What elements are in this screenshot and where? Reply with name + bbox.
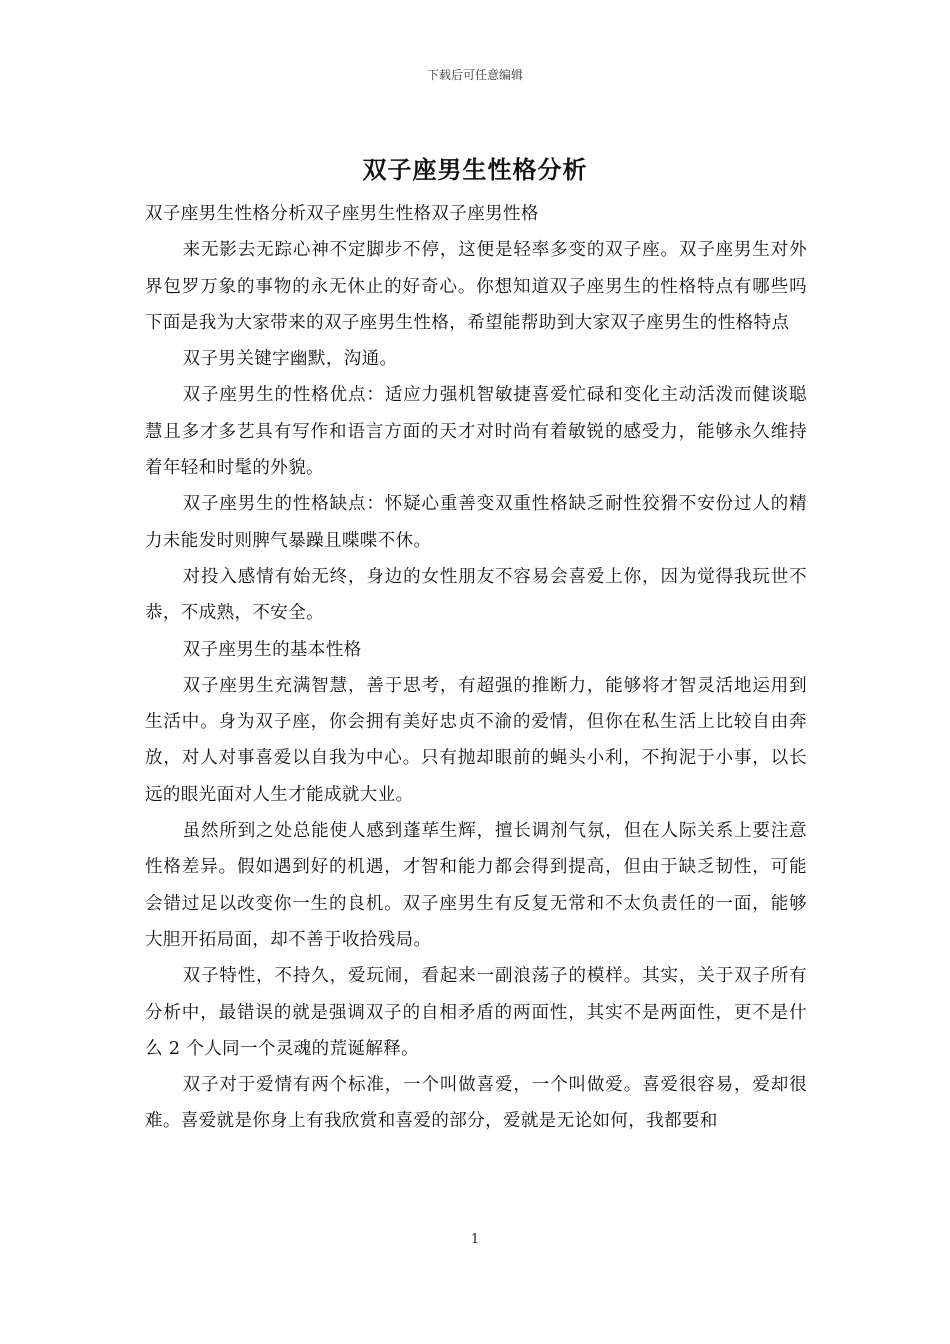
document-body <box>145 196 807 1140</box>
section-heading-basic-personality: 双子座男生的基本性格 <box>182 639 362 660</box>
document-subtitle: 双子座男生性格分析双子座男生性格双子座男性格 <box>145 204 539 224</box>
paragraph-weaknesses: 双子座男生的性格缺点：怀疑心重善变双重性格缺乏耐性狡猾不安份过人的精力未能发时则脾气暴躁且喋喋不休。 <box>145 494 807 551</box>
paragraph-traits: 双子特性，不持久，爱玩闹，看起来一副浪荡子的模样。其实，关于双子所有分析中，最错误的就是强调双子的自相矛盾的两面性，其实不是两面性，更不是什么 2 个人同一个灵魂的荒诞解释。 <box>145 966 807 1059</box>
paragraph-social: 虽然所到之处总能使人感到蓬荜生辉，擅长调剂气氛，但在人际关系上要注意性格差异。假如遇到好的机遇，才智和能力都会得到提高，但由于缺乏韧性，可能会错过足以改变你一生的良机。双子座男生有反复无常和不太负责任的一面，能够大胆开拓局面，却不善于收拾残局。 <box>145 821 807 950</box>
page-header: 下载后可任意编辑 <box>426 68 523 82</box>
paragraph-keywords: 双子男关键字幽默，沟通。 <box>182 349 398 370</box>
page-number: 1 <box>470 1232 480 1247</box>
document-title: 双子座男生性格分析 <box>362 155 588 184</box>
paragraph-intro: 来无影去无踪心神不定脚步不停，这便是轻率多变的双子座。双子座男生对外界包罗万象的事物的永无休止的好奇心。你想知道双子座男生的性格特点有哪些吗下面是我为大家带来的双子座男生性格，希望能帮助到大家双子座男生的性格特点 <box>145 240 807 333</box>
paragraph-love: 双子对于爱情有两个标准，一个叫做喜爱，一个叫做爱。喜爱很容易，爱却很难。喜爱就是你身上有我欣赏和喜爱的部分，爱就是无论如何，我都要和 <box>145 1075 807 1132</box>
paragraph-wisdom: 双子座男生充满智慧，善于思考，有超强的推断力，能够将才智灵活地运用到生活中。身为双子座，你会拥有美好忠贞不渝的爱情，但你在私生活上比较自由奔放，对人对事喜爱以自我为中心。只有抛却眼前的蝇头小利，不拘泥于小事，以长远的眼光面对人生才能成就大业。 <box>145 675 807 805</box>
paragraph-strengths: 双子座男生的性格优点：适应力强机智敏捷喜爱忙碌和变化主动活泼而健谈聪慧且多才多艺具有写作和语言方面的天才对时尚有着敏锐的感受力，能够永久维持着年轻和时髦的外貌。 <box>145 385 807 479</box>
paragraph-relationships: 对投入感情有始无终，身边的女性朋友不容易会喜爱上你，因为觉得我玩世不恭，不成熟，不安全。 <box>145 566 807 624</box>
